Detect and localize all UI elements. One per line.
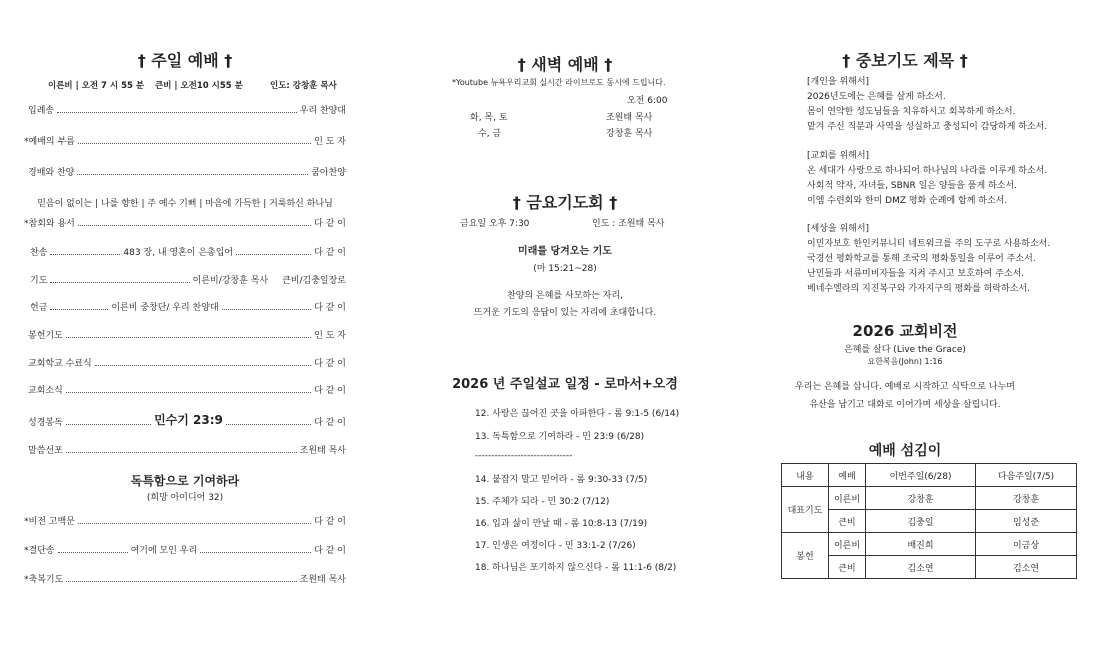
schedule-divider: ------------------------------	[475, 451, 573, 461]
worship-order-panel	[0, 0, 370, 668]
schedule-title: 2026 년 주일설교 일정 - 로마서+오경	[452, 377, 678, 392]
table-cell: 김충일	[866, 510, 976, 533]
table-cell: 큰비	[829, 556, 866, 579]
worship-time-early: 이른비 | 오전 7 시 55 분	[48, 81, 145, 91]
schedule-item: 17. 인생은 여정이다 - 민 33:1-2 (7/26)	[475, 541, 636, 551]
dawn-leader: 강창훈 목사	[606, 129, 653, 139]
order-item: 찬송 483 장, 내 영혼이 은총입어 다 같 이	[30, 248, 346, 258]
prayer-panel	[760, 0, 1100, 668]
schedule-panel	[380, 0, 750, 668]
table-row	[782, 487, 1077, 510]
prayer-line: 온 세대가 사랑으로 하나되어 하나님의 나라를 이루게 하소서.	[807, 166, 1048, 176]
table-cell: 이금상	[976, 533, 1077, 556]
friday-title: † 금요기도회 †	[512, 193, 618, 212]
order-item: 경배와 찬양 쿰아찬양	[28, 168, 346, 178]
schedule-item: 15. 주체가 되라 - 민 30:2 (7/12)	[475, 497, 610, 507]
schedule-item: 13. 독특함으로 기여하라 - 민 23:9 (6/28)	[475, 432, 645, 442]
dawn-leader: 조원태 목사	[606, 113, 653, 123]
friday-subtitle: 미래를 당겨오는 기도	[518, 246, 612, 257]
vision-motto: 은혜를 살다 (Live the Grace)	[844, 345, 966, 355]
order-item: 교회소식 다 같 이	[28, 386, 346, 396]
order-item: 헌금 이른비 중창단/ 우리 찬양대 다 같 이	[30, 303, 346, 313]
praise-songs: 믿음이 없이는 | 나를 향한 | 주 예수 기뻐 | 마음에 가득한 | 거룩하신 하나님	[37, 199, 333, 209]
service-title: 예배 섬김이	[868, 443, 942, 459]
vision-verse: 요한복음(John) 1:16	[867, 357, 943, 366]
schedule-item: 14. 붙잡지 말고 믿어라 - 롬 9:30-33 (7/5)	[475, 475, 648, 485]
column-header: 다음주일(7/5)	[976, 464, 1077, 487]
vision-body: 우리는 은혜를 삽니다. 예배로 시작하고 식탁으로 나누며	[795, 382, 1015, 392]
order-item: 교회학교 수료식 다 같 이	[28, 359, 346, 369]
schedule-item: 16. 입과 삶이 만날 때 - 롬 10:8-13 (7/19)	[475, 519, 648, 529]
order-item: *참회와 용서 다 같 이	[24, 219, 346, 229]
sermon-hymn: (희망 아이디어 32)	[146, 493, 224, 503]
order-item: *축복기도 조원태 목사	[24, 575, 346, 585]
vision-body: 유산을 남기고 대화로 이어가며 세상을 살립니다.	[809, 400, 1001, 410]
prayer-line: 이민자보호 한인커뮤니티 네트워크를 주의 도구로 사용하소서.	[807, 239, 1051, 249]
column-header: 내용	[782, 464, 829, 487]
friday-line: 뜨거운 기도의 응답이 있는 자리에 초대합니다.	[473, 308, 657, 318]
table-cell: 이른비	[829, 487, 866, 510]
prayer-line: 2026년도에는 은혜를 살게 하소서.	[807, 92, 946, 102]
dawn-note: *Youtube 뉴욕우리교회 실시간 라이브로도 동시에 드립니다.	[452, 78, 666, 87]
friday-leader: 인도 : 조원태 목사	[592, 219, 665, 229]
table-cell: 강창훈	[976, 487, 1077, 510]
group-cell: 대표기도	[782, 487, 829, 533]
prayer-group-head: [교회를 위해서]	[807, 151, 870, 161]
service-table	[781, 463, 1077, 579]
friday-line: 찬양의 은혜를 사모하는 자리,	[507, 291, 623, 301]
prayer-line: 국경선 평화학교를 통해 조국의 평화통일을 이루어 주소서.	[807, 254, 1036, 264]
schedule-item: 12. 사랑은 끊어진 곳을 아파한다 - 롬 9:1-5 (6/14)	[475, 409, 680, 419]
order-item: 말씀선포 조원태 목사	[28, 446, 346, 456]
table-cell: 임성준	[976, 510, 1077, 533]
order-item: 봉헌기도 인 도 자	[28, 331, 346, 341]
order-item: *결단송 여기에 모인 우리 다 같 이	[24, 546, 346, 556]
dawn-days: 수, 금	[478, 129, 502, 139]
table-header-row	[782, 464, 1077, 487]
column-header: 예배	[829, 464, 866, 487]
worship-title: † 주일 예배 †	[137, 51, 233, 70]
prayer-line: 맡겨 주신 직분과 사역을 성실하고 충성되이 감당하게 하소서.	[807, 122, 1048, 132]
prayer-line: 난민들과 서류미비자들을 지켜 주시고 보호하여 주소서.	[807, 269, 1025, 279]
worship-time-main: 큰비 | 오전10 시55 분	[155, 81, 243, 91]
friday-time: 금요일 오후 7:30	[460, 219, 530, 229]
table-cell: 김소연	[976, 556, 1077, 579]
schedule-item: 18. 하나님은 포기하지 않으신다 - 롬 11:1-6 (8/2)	[475, 563, 677, 573]
prayer-line: 몸이 연약한 성도님들을 치유하시고 회복하게 하소서.	[807, 107, 1016, 117]
prayer-line: 사회적 약자, 자녀들, SBNR 일은 양들을 품게 하소서.	[807, 181, 1017, 191]
order-item: 성경봉독 민수기 23:9 다 같 이	[28, 413, 346, 428]
table-cell: 이른비	[829, 533, 866, 556]
dawn-time: 오전 6:00	[627, 96, 668, 106]
dawn-days: 화, 목, 토	[470, 113, 508, 123]
sermon-title: 독특함으로 기여하라	[130, 474, 240, 488]
table-cell: 배진희	[866, 533, 976, 556]
worship-leader: 인도: 강창훈 목사	[270, 81, 337, 91]
prayer-title: † 중보기도 제목 †	[842, 51, 968, 70]
prayer-group-head: [개인을 위해서]	[807, 77, 870, 87]
prayer-group-head: [세상을 위해서]	[807, 224, 870, 234]
dawn-title: † 새벽 예배 †	[517, 55, 613, 74]
group-cell: 봉헌	[782, 533, 829, 579]
table-row	[782, 533, 1077, 556]
order-item: *예배의 부름 인 도 자	[24, 137, 346, 147]
prayer-line: 베네수엘라의 지진복구와 가자지구의 평화를 허락하소서.	[807, 284, 1030, 294]
vision-title: 2026 교회비전	[852, 322, 958, 340]
table-cell: 큰비	[829, 510, 866, 533]
table-cell: 강창훈	[866, 487, 976, 510]
order-item: 입례송 우리 찬양대	[28, 106, 346, 116]
column-header: 이번주일(6/28)	[866, 464, 976, 487]
prayer-line: 이엠 수련회와 한미 DMZ 평화 순례에 함께 하소서.	[807, 196, 1008, 206]
table-cell: 김소연	[866, 556, 976, 579]
order-item: 기도 이른비/강창훈 목사 큰비/김충일장로	[30, 276, 346, 286]
order-item: *비전 고백문 다 같 이	[24, 517, 346, 527]
friday-ref: (마 15:21~28)	[533, 264, 597, 274]
